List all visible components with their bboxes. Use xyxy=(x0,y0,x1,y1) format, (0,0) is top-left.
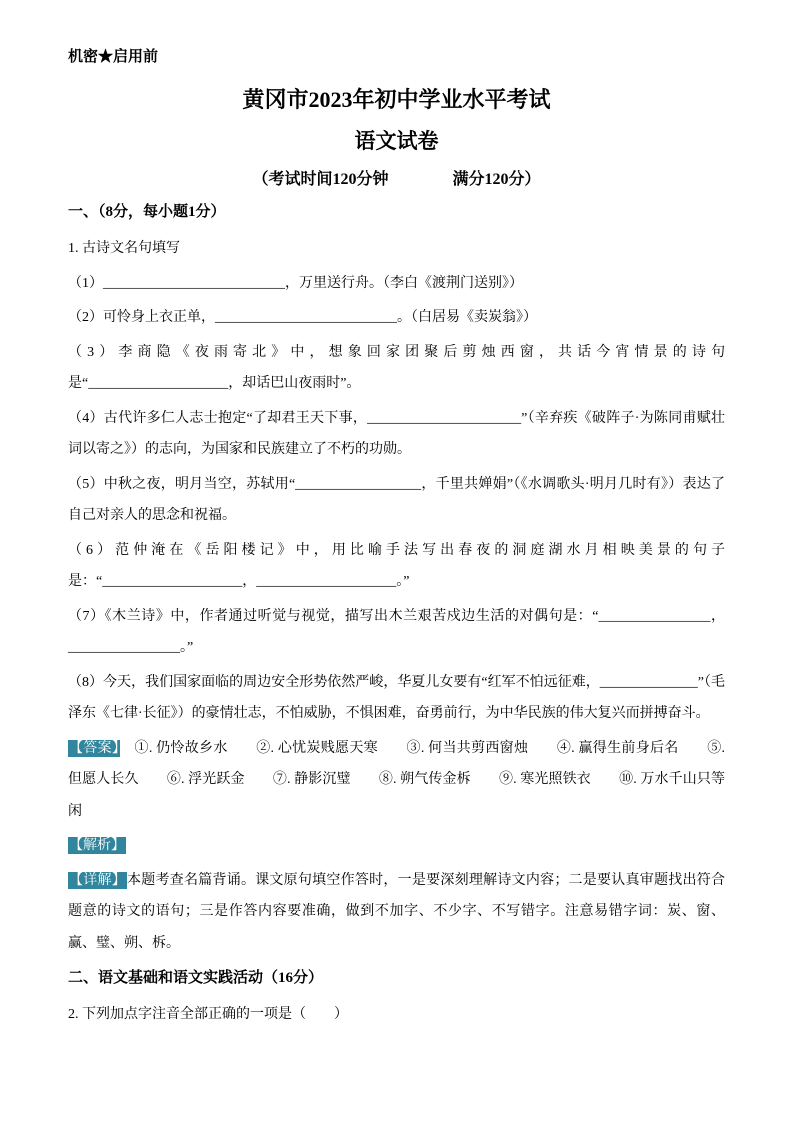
answer-text: ①. 仍怜故乡水 ②. 心忧炭贱愿天寒 ③. 何当共剪西窗烛 ④. 赢得生前身后名 ⑤. 但愿人长久 ⑥. 浮光跃金 ⑦. 静影沉璧 ⑧. 朔气传金柝 ⑨. 寒光照铁衣 ⑩. 万水千山只等闲 xyxy=(68,740,726,819)
paper-title: 语文试卷 xyxy=(354,129,439,154)
detail-text: 本题考查名篇背诵。课文原句填空作答时，一是要深刻理解诗文内容；二是要认真审题找出符合题意的诗文的语句；三是作答内容要准确，做到不加字、不少字、不写错字。注意易错字词：炭、窗、赢、璧、朔、柝。 xyxy=(68,872,726,951)
exam-time-score-info: （考试时间120分钟 满分120分） xyxy=(252,170,541,188)
fill-blank-item-8: （8）今天，我们国家面临的周边安全形势依然严峻，华夏儿女要有“红军不怕远征难，______________”（毛泽东《七律·长征》）的豪情壮志，不怕威胁，不惧困难，奋勇前行，为中华民族的伟大复兴而拼搏奋斗。 xyxy=(68,674,725,722)
section-one-heading: 一、（8分，每小题1分） xyxy=(68,204,226,221)
answer-line xyxy=(68,733,725,828)
fill-blank-item-4: （4）古代许多仁人志士抱定“了却君王天下事，______________________”（辛弃疾《破阵子·为陈同甫赋壮词以寄之》）的志向，为国家和民族建立了不朽的功勋。 xyxy=(68,410,725,458)
detail-label: 【详解】 xyxy=(69,872,126,888)
fill-blank-item-6: （6）范仲淹在《岳阳楼记》中，用比喻手法写出春夜的洞庭湖水月相映美景的句子是：“____________________，____________________。” xyxy=(68,542,725,590)
confidential-notice: 机密★启用前 xyxy=(68,49,159,65)
detail-line xyxy=(68,865,725,960)
analysis-line xyxy=(68,830,725,862)
analysis-label: 【解析】 xyxy=(69,838,125,854)
answer-label: 【答案】 xyxy=(69,740,120,756)
exam-title: 黄冈市2023年初中学业水平考试 xyxy=(242,86,551,112)
fill-blank-item-5: （5）中秋之夜，明月当空，苏轼用“__________________，千里共婵娟”（《水调歌头·明月几时有》）表达了自己对亲人的思念和祝福。 xyxy=(68,476,725,524)
section-two-heading: 二、语文基础和语文实践活动（16分） xyxy=(68,970,324,987)
fill-blank-item-1: （1）__________________________，万里送行舟。（李白《渡荆门送别》） xyxy=(68,275,523,291)
question-2-text: 2. 下列加点字注音全部正确的一项是（ ） xyxy=(68,1006,348,1022)
fill-blank-item-3: （3）李商隐《夜雨寄北》中，想象回家团聚后剪烛西窗，共话今宵情景的诗句是“____________________，却话巴山夜雨时”。 xyxy=(68,344,725,392)
fill-blank-item-2: （2）可怜身上衣正单，__________________________。（白居易《卖炭翁》） xyxy=(68,310,537,326)
fill-blank-item-7: （7）《木兰诗》中，作者通过听觉与视觉，描写出木兰艰苦戍边生活的对偶句是：“________________，________________。” xyxy=(68,608,725,656)
question-1-intro: 1. 古诗文名句填写 xyxy=(68,241,180,257)
